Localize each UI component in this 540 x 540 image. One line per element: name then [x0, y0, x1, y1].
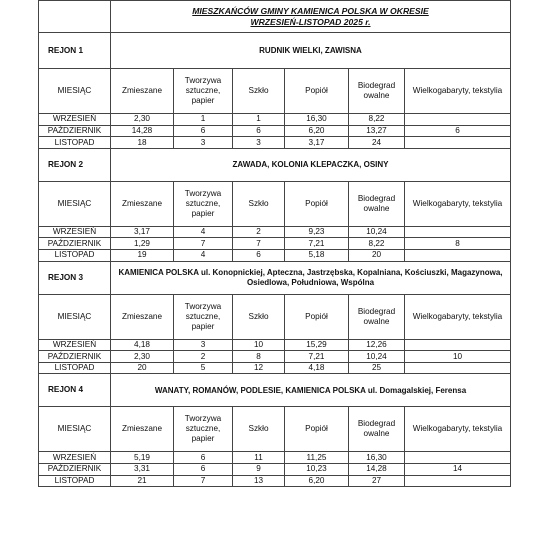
column-header-bulky-textiles: Wielkogabaryty, tekstylia [405, 407, 511, 452]
region-label: REJON 4 [39, 374, 111, 407]
bulky-textiles-date [405, 362, 511, 374]
ash-date: 10,23 [285, 463, 349, 475]
column-header-ash: Popiół [285, 294, 349, 339]
mixed-waste-date: 3,17 [111, 226, 174, 238]
ash-date: 16,30 [285, 114, 349, 126]
column-header-plastics-paper: Tworzywa sztuczne, papier [174, 407, 233, 452]
bulky-textiles-date: 14 [405, 463, 511, 475]
glass-date: 7 [233, 238, 285, 250]
mixed-waste-date: 20 [111, 362, 174, 374]
bulky-textiles-date: 6 [405, 125, 511, 137]
waste-collection-schedule-table [38, 0, 511, 487]
column-header-bulky-textiles: Wielkogabaryty, tekstylia [405, 69, 511, 114]
schedule-row [39, 114, 511, 126]
column-header-month: MIESIĄC [39, 181, 111, 226]
mixed-waste-date: 19 [111, 249, 174, 261]
month-cell: PAŹDZIERNIK [39, 238, 111, 250]
biodegradable-date: 27 [349, 475, 405, 487]
glass-date: 8 [233, 351, 285, 363]
month-cell: PAŹDZIERNIK [39, 463, 111, 475]
biodegradable-date: 20 [349, 249, 405, 261]
glass-date: 6 [233, 125, 285, 137]
bulky-textiles-date [405, 339, 511, 351]
glass-date: 6 [233, 249, 285, 261]
column-header-glass: Szkło [233, 407, 285, 452]
ash-date: 4,18 [285, 362, 349, 374]
column-header-glass: Szkło [233, 181, 285, 226]
month-cell: WRZESIEŃ [39, 452, 111, 464]
month-cell: PAŹDZIERNIK [39, 125, 111, 137]
ash-date: 9,23 [285, 226, 349, 238]
region-areas: WANATY, ROMANÓW, PODLESIE, KAMIENICA POLSKA ul. Domagalskiej, Ferensa [111, 374, 511, 407]
glass-date: 13 [233, 475, 285, 487]
column-header-row [39, 69, 511, 114]
plastics-paper-date: 7 [174, 475, 233, 487]
mixed-waste-date: 4,18 [111, 339, 174, 351]
column-header-ash: Popiół [285, 69, 349, 114]
column-header-bulky-textiles: Wielkogabaryty, tekstylia [405, 294, 511, 339]
schedule-row [39, 238, 511, 250]
plastics-paper-date: 6 [174, 452, 233, 464]
document-title [111, 1, 511, 33]
column-header-biodegradable: Biodegrad owalne [349, 294, 405, 339]
schedule-row [39, 226, 511, 238]
ash-date: 6,20 [285, 475, 349, 487]
glass-date: 9 [233, 463, 285, 475]
mixed-waste-date: 18 [111, 137, 174, 149]
ash-date: 5,18 [285, 249, 349, 261]
bulky-textiles-date [405, 226, 511, 238]
biodegradable-date: 10,24 [349, 351, 405, 363]
column-header-row [39, 294, 511, 339]
month-cell: WRZESIEŃ [39, 339, 111, 351]
mixed-waste-date: 21 [111, 475, 174, 487]
schedule-row [39, 249, 511, 261]
month-cell: PAŹDZIERNIK [39, 351, 111, 363]
column-header-plastics-paper: Tworzywa sztuczne, papier [174, 69, 233, 114]
column-header-ash: Popiół [285, 181, 349, 226]
schedule-row [39, 463, 511, 475]
schedule-row [39, 137, 511, 149]
mixed-waste-date: 2,30 [111, 114, 174, 126]
plastics-paper-date: 1 [174, 114, 233, 126]
column-header-biodegradable: Biodegrad owalne [349, 181, 405, 226]
bulky-textiles-date [405, 249, 511, 261]
document-title-line-1: MIESZKAŃCÓW GMINY KAMIENICA POLSKA W OKRESIE [192, 5, 429, 16]
column-header-month: MIESIĄC [39, 407, 111, 452]
column-header-plastics-paper: Tworzywa sztuczne, papier [174, 294, 233, 339]
column-header-glass: Szkło [233, 294, 285, 339]
plastics-paper-date: 5 [174, 362, 233, 374]
mixed-waste-date: 14,28 [111, 125, 174, 137]
region-row [39, 374, 511, 407]
region-areas: ZAWADA, KOLONIA KLEPACZKA, OSINY [111, 148, 511, 181]
mixed-waste-date: 3,31 [111, 463, 174, 475]
ash-date: 7,21 [285, 238, 349, 250]
bulky-textiles-date [405, 475, 511, 487]
region-label: REJON 3 [39, 261, 111, 294]
biodegradable-date: 25 [349, 362, 405, 374]
column-header-month: MIESIĄC [39, 294, 111, 339]
column-header-ash: Popiół [285, 407, 349, 452]
bulky-textiles-date: 8 [405, 238, 511, 250]
month-cell: LISTOPAD [39, 362, 111, 374]
schedule-row [39, 362, 511, 374]
title-row [39, 1, 511, 33]
column-header-glass: Szkło [233, 69, 285, 114]
month-cell: LISTOPAD [39, 249, 111, 261]
biodegradable-date: 10,24 [349, 226, 405, 238]
bulky-textiles-date: 10 [405, 351, 511, 363]
region-row [39, 261, 511, 294]
glass-date: 1 [233, 114, 285, 126]
schedule-document [38, 0, 510, 487]
plastics-paper-date: 6 [174, 463, 233, 475]
ash-date: 11,25 [285, 452, 349, 464]
region-areas: KAMIENICA POLSKA ul. Konopnickiej, Apteczna, Jastrzębska, Kopalniana, Kościuszki, Magazynowa, Osiedlowa, Południowa, Wspólna [111, 261, 511, 294]
bulky-textiles-date [405, 452, 511, 464]
plastics-paper-date: 6 [174, 125, 233, 137]
ash-date: 6,20 [285, 125, 349, 137]
column-header-biodegradable: Biodegrad owalne [349, 69, 405, 114]
glass-date: 11 [233, 452, 285, 464]
column-header-mixed: Zmieszane [111, 69, 174, 114]
glass-date: 10 [233, 339, 285, 351]
column-header-row [39, 181, 511, 226]
month-cell: WRZESIEŃ [39, 226, 111, 238]
column-header-mixed: Zmieszane [111, 407, 174, 452]
month-cell: LISTOPAD [39, 137, 111, 149]
glass-date: 12 [233, 362, 285, 374]
schedule-row [39, 339, 511, 351]
region-row [39, 148, 511, 181]
month-cell: LISTOPAD [39, 475, 111, 487]
schedule-row [39, 351, 511, 363]
document-title-line-2: WRZESIEŃ-LISTOPAD 2025 r. [250, 16, 371, 27]
column-header-mixed: Zmieszane [111, 181, 174, 226]
schedule-table-body [39, 1, 511, 487]
column-header-mixed: Zmieszane [111, 294, 174, 339]
biodegradable-date: 8,22 [349, 114, 405, 126]
plastics-paper-date: 2 [174, 351, 233, 363]
month-cell: WRZESIEŃ [39, 114, 111, 126]
region-row [39, 33, 511, 69]
column-header-month: MIESIĄC [39, 69, 111, 114]
plastics-paper-date: 4 [174, 249, 233, 261]
bulky-textiles-date [405, 137, 511, 149]
mixed-waste-date: 5,19 [111, 452, 174, 464]
glass-date: 3 [233, 137, 285, 149]
title-blank-cell [39, 1, 111, 33]
biodegradable-date: 24 [349, 137, 405, 149]
bulky-textiles-date [405, 114, 511, 126]
schedule-row [39, 452, 511, 464]
plastics-paper-date: 4 [174, 226, 233, 238]
column-header-biodegradable: Biodegrad owalne [349, 407, 405, 452]
mixed-waste-date: 1,29 [111, 238, 174, 250]
column-header-row [39, 407, 511, 452]
region-label: REJON 1 [39, 33, 111, 69]
ash-date: 7,21 [285, 351, 349, 363]
column-header-plastics-paper: Tworzywa sztuczne, papier [174, 181, 233, 226]
schedule-row [39, 125, 511, 137]
region-areas: RUDNIK WIELKI, ZAWISNA [111, 33, 511, 69]
glass-date: 2 [233, 226, 285, 238]
mixed-waste-date: 2,30 [111, 351, 174, 363]
biodegradable-date: 14,28 [349, 463, 405, 475]
column-header-bulky-textiles: Wielkogabaryty, tekstylia [405, 181, 511, 226]
ash-date: 15,29 [285, 339, 349, 351]
region-label: REJON 2 [39, 148, 111, 181]
biodegradable-date: 16,30 [349, 452, 405, 464]
biodegradable-date: 8,22 [349, 238, 405, 250]
plastics-paper-date: 3 [174, 137, 233, 149]
biodegradable-date: 12,26 [349, 339, 405, 351]
biodegradable-date: 13,27 [349, 125, 405, 137]
plastics-paper-date: 3 [174, 339, 233, 351]
ash-date: 3,17 [285, 137, 349, 149]
plastics-paper-date: 7 [174, 238, 233, 250]
schedule-row [39, 475, 511, 487]
